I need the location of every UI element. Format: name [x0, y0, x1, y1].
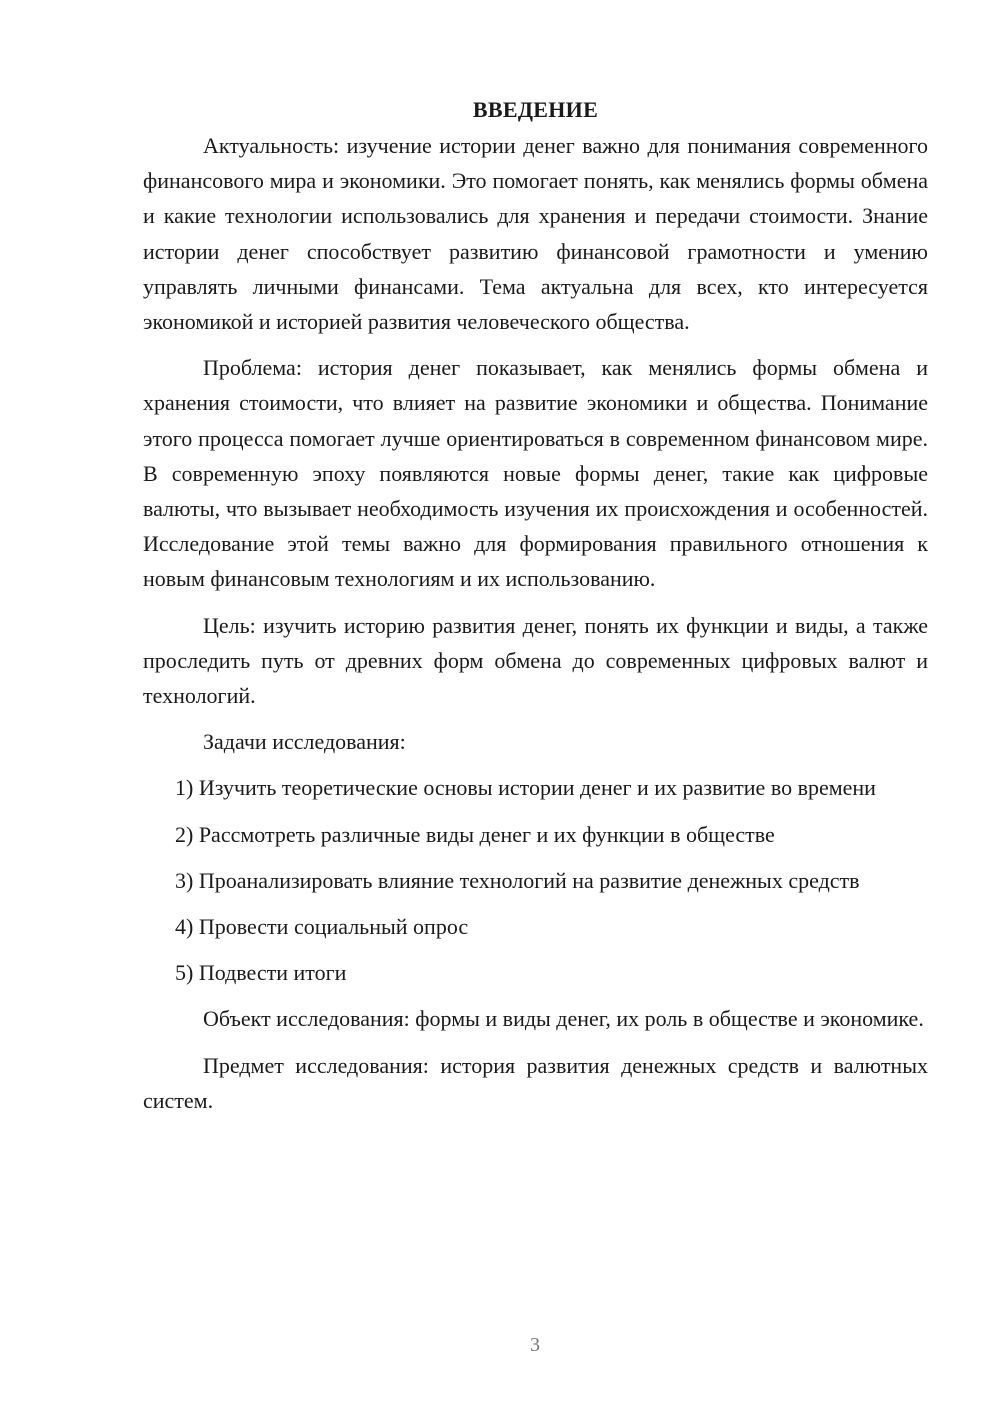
paragraph-object: Объект исследования: формы и виды денег, их роль в обществе и экономике. — [203, 1006, 924, 1032]
paragraph-subject: Предмет исследования: история развития денежных средств и валютных систем. — [143, 1052, 928, 1113]
paragraph-goal: Цель: изучить историю развития денег, понять их функции и виды, а также проследить путь от древних форм обмена до современных цифровых валют и технологий. — [143, 612, 928, 709]
task-item-4: 4) Провести социальный опрос — [175, 914, 469, 940]
task-item-1: 1) Изучить теоретические основы истории денег и их развитие во времени — [175, 775, 876, 801]
page-number: 3 — [530, 1334, 540, 1356]
document-page — [143, 92, 928, 1129]
task-item-5: 5) Подвести итоги — [175, 960, 347, 986]
section-heading: ВВЕДЕНИЕ — [472, 97, 599, 122]
paragraph-relevance: Актуальность: изучение истории денег важно для понимания современного финансового мира и экономики. Это помогает понять, как менялись формы обмена и какие технологии использовались для хранения и передачи стоимости. Знание истории денег способствует развитию финансовой грамотности и умению управлять личными финансами. Тема актуальна для всех, кто интересуется экономикой и историей развития человеческого общества. — [143, 133, 928, 335]
tasks-title: Задачи исследования: — [203, 729, 406, 755]
paragraph-problem: Проблема: история денег показывает, как менялись формы обмена и хранения стоимости, что влияет на развитие экономики и общества. Понимание этого процесса помогает лучше ориентироваться в современном финансовом мире. В современную эпоху появляются новые формы денег, такие как цифровые валюты, что вызывает необходимость изучения их происхождения и особенностей. Исследование этой темы важно для формирования правильного отношения к новым финансовым технологиям и их использованию. — [143, 355, 928, 592]
task-item-2: 2) Рассмотреть различные виды денег и их функции в обществе — [175, 821, 775, 847]
task-item-3: 3) Проанализировать влияние технологий на развитие денежных средств — [175, 867, 860, 893]
